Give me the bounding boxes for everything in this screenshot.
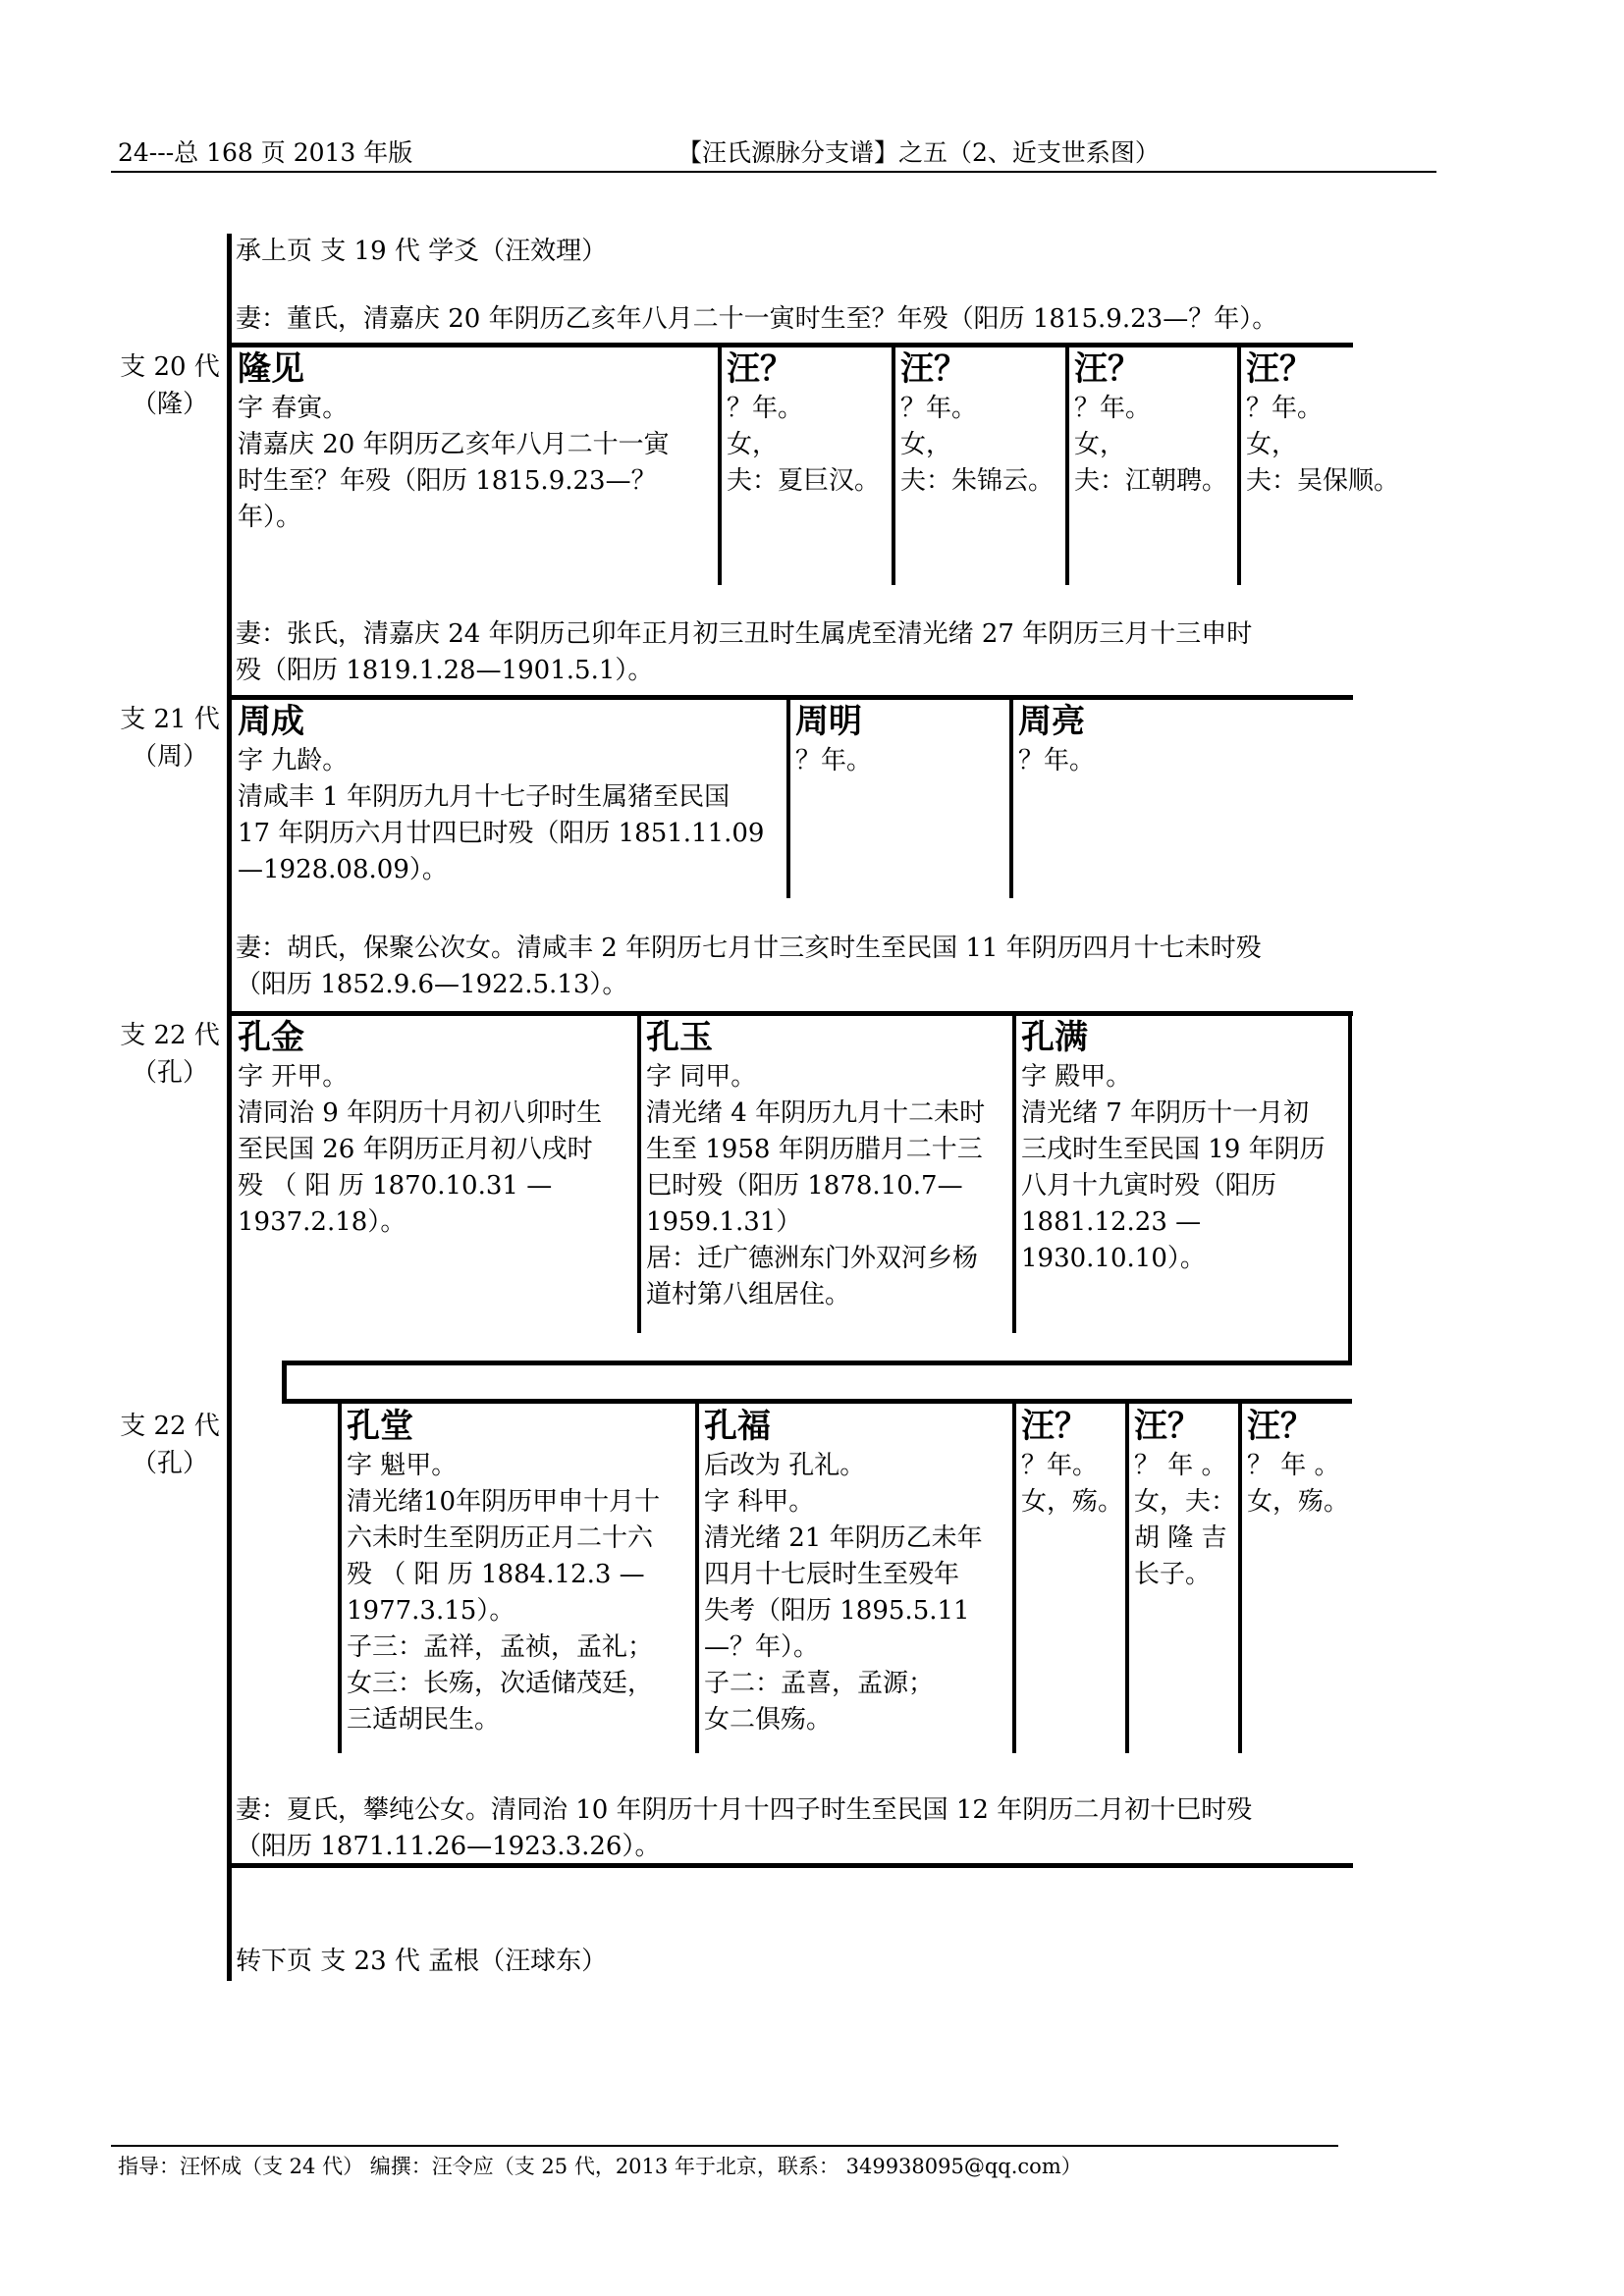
member-line: 清嘉庆 20 年阴历乙亥年八月二十一寅 xyxy=(238,430,670,459)
footer-credits: 指导：汪怀成（支 24 代） 编撰：汪令应（支 25 代，2013 年于北京，联系： 349938095@qq.com） xyxy=(118,2155,1082,2178)
generation-character: （孔） xyxy=(131,1058,208,1088)
member-line: 字 殿甲。 xyxy=(1021,1062,1132,1092)
member-name: 孔满 xyxy=(1021,1018,1088,1057)
member-line: 女， xyxy=(1074,430,1126,459)
wife-line: （阳历 1871.11.26—1923.3.26）。 xyxy=(236,1832,661,1861)
member-name: 汪？ xyxy=(1247,1407,1314,1446)
footer-rule xyxy=(111,2145,1338,2147)
member-name: 孔福 xyxy=(704,1407,771,1446)
member-line: 殁 （ 阳 历 1870.10.31 — xyxy=(238,1171,553,1201)
member-line: 子三：孟祥，孟祯，孟礼； xyxy=(347,1632,654,1662)
member-name: 汪？ xyxy=(1021,1407,1088,1446)
member-name: 汪？ xyxy=(1074,349,1141,389)
member-name: 周亮 xyxy=(1018,702,1085,741)
wife-note-gen20 xyxy=(236,301,1277,338)
member-name: 孔堂 xyxy=(347,1407,413,1446)
wife-line: 妻：董氏，清嘉庆 20 年阴历乙亥年八月二十一寅时生至？年殁（阳历 1815.9.23—？年）。 xyxy=(236,304,1278,334)
member-line: 女二俱殇。 xyxy=(704,1705,833,1735)
member-line: 清同治 9 年阴历十月初八卯时生 xyxy=(238,1098,603,1128)
member-name: 汪？ xyxy=(1134,1407,1201,1446)
wife-line: 殁（阳历 1819.1.28—1901.5.1）。 xyxy=(236,656,654,685)
member-line: ？年。 xyxy=(1021,1451,1099,1480)
generation-number: 支 21 代 xyxy=(120,705,220,734)
member-card xyxy=(1241,1405,1353,1752)
member-line: 字 九龄。 xyxy=(238,746,349,775)
generation-label-22 xyxy=(116,1017,224,1092)
member-line: 长子。 xyxy=(1134,1560,1212,1589)
member-line: 六未时生至阴历正月二十六 xyxy=(347,1523,654,1553)
member-line: 时生至？年殁（阳历 1815.9.23—？ xyxy=(238,466,657,496)
wife-note-gen22 xyxy=(236,931,1262,1003)
member-line: 夫：夏巨汉。 xyxy=(727,466,881,496)
member-name: 周明 xyxy=(795,702,862,741)
member-line: 1977.3.15）。 xyxy=(347,1596,515,1626)
member-line: ？年。 xyxy=(727,394,804,423)
member-line: 夫：朱锦云。 xyxy=(900,466,1055,496)
wife-line: 妻：夏氏，攀纯公女。清同治 10 年阴历十月十四子时生至民国 12 年阴历二月初十巳时殁 xyxy=(236,1795,1253,1825)
member-name: 孔金 xyxy=(238,1018,304,1057)
member-name: 隆见 xyxy=(238,349,304,389)
member-line: ？年。 xyxy=(1074,394,1152,423)
member-line: ？年。 xyxy=(1246,394,1324,423)
sibling-connector-box xyxy=(282,1361,1352,1404)
member-name: 周成 xyxy=(238,702,304,741)
member-line: 四月十七辰时生至殁年 xyxy=(704,1560,960,1589)
member-line: 清光绪 21 年阴历乙未年 xyxy=(704,1523,983,1553)
member-card xyxy=(1068,347,1239,585)
member-name: 汪？ xyxy=(1246,349,1313,389)
member-card xyxy=(341,1405,697,1752)
member-name: 孔玉 xyxy=(646,1018,713,1057)
generation-label-22b xyxy=(116,1408,224,1482)
page-number-label: 24---总 168 页 2013 年版 xyxy=(118,138,413,167)
member-line: 女，夫： xyxy=(1134,1487,1237,1517)
member-name: 汪？ xyxy=(900,349,967,389)
member-line: 女， xyxy=(727,430,779,459)
member-card xyxy=(232,700,788,898)
generation-label-21 xyxy=(116,701,224,775)
member-name: 汪？ xyxy=(727,349,793,389)
member-line: 字 科甲。 xyxy=(704,1487,815,1517)
wife-line: 妻：胡氏，保聚公次女。清咸丰 2 年阴历七月廿三亥时生至民国 11 年阴历四月十七未时殁 xyxy=(236,934,1262,963)
member-card xyxy=(698,1405,1014,1752)
member-line: ？年。 xyxy=(795,746,873,775)
member-card xyxy=(232,1016,639,1360)
member-card xyxy=(1015,1405,1127,1752)
member-line: 居：迁广德洲东门外双河乡杨 xyxy=(646,1244,979,1273)
generation-character: （周） xyxy=(131,742,208,772)
member-line: 17 年阴历六月廿四巳时殁（阳历 1851.11.09 xyxy=(238,819,765,848)
member-line: 女， xyxy=(1246,430,1298,459)
member-line: 女，殇。 xyxy=(1247,1487,1350,1517)
member-card xyxy=(1015,1016,1349,1360)
row-right-border xyxy=(1348,1013,1352,1364)
member-line: 清光绪 7 年阴历十一月初 xyxy=(1021,1098,1310,1128)
member-card xyxy=(640,1016,1014,1360)
member-card xyxy=(789,700,1011,898)
generation-rule-bottom xyxy=(228,1863,1353,1868)
member-line: 清光绪10年阴历甲申十月十 xyxy=(347,1487,661,1517)
member-line: 道村第八组居住。 xyxy=(646,1280,851,1309)
generation-label-20 xyxy=(116,348,224,423)
member-card xyxy=(721,347,893,585)
generation-number: 支 22 代 xyxy=(120,1412,220,1441)
member-line: 1930.10.10）。 xyxy=(1021,1244,1206,1273)
member-line: ？ 年 。 xyxy=(1247,1451,1340,1480)
generation-number: 支 22 代 xyxy=(120,1021,220,1050)
wife-note-gen21 xyxy=(236,616,1252,689)
member-line: 胡 隆 吉 xyxy=(1134,1523,1227,1553)
member-line: 夫：吴保顺。 xyxy=(1246,466,1400,496)
member-line: 后改为 孔礼。 xyxy=(704,1451,866,1480)
member-card xyxy=(894,347,1067,585)
member-line: 字 开甲。 xyxy=(238,1062,349,1092)
member-line: 清咸丰 1 年阴历九月十七子时生属猪至民国 xyxy=(238,782,731,812)
continued-to-note: 转下页 支 23 代 孟根（汪球东） xyxy=(236,1947,608,1976)
member-line: 字 魁甲。 xyxy=(347,1451,458,1480)
member-line: 女，殇。 xyxy=(1021,1487,1124,1517)
member-line: 1959.1.31） xyxy=(646,1207,802,1237)
generation-number: 支 20 代 xyxy=(120,352,220,382)
continued-from-note: 承上页 支 19 代 学爻（汪效理） xyxy=(236,237,608,266)
document-title: 【汪氏源脉分支谱】之五（2、近支世系图） xyxy=(677,138,1160,167)
member-card xyxy=(1012,700,1307,898)
member-line: 字 同甲。 xyxy=(646,1062,757,1092)
wife-line: （阳历 1852.9.6—1922.5.13）。 xyxy=(236,970,628,999)
member-line: ？年。 xyxy=(1018,746,1096,775)
member-card xyxy=(232,347,720,585)
member-card xyxy=(1128,1405,1240,1752)
generation-character: （孔） xyxy=(131,1449,208,1478)
member-line: 三戌时生至民国 19 年阴历 xyxy=(1021,1135,1326,1164)
member-line: 年）。 xyxy=(238,503,302,532)
member-line: 字 春寅。 xyxy=(238,394,349,423)
member-line: —1928.08.09）。 xyxy=(238,855,448,884)
member-line: 三适胡民生。 xyxy=(347,1705,501,1735)
wife-line: 妻：张氏，清嘉庆 24 年阴历己卯年正月初三丑时生属虎至清光绪 27 年阴历三月十三申时 xyxy=(236,619,1253,649)
member-line: 1937.2.18）。 xyxy=(238,1207,406,1237)
member-line: 八月十九寅时殁（阳历 xyxy=(1021,1171,1277,1201)
member-line: 至民国 26 年阴历正月初八戌时 xyxy=(238,1135,593,1164)
member-line: 殁 （ 阳 历 1884.12.3 — xyxy=(347,1560,645,1589)
member-line: ？年。 xyxy=(900,394,978,423)
member-line: —？年）。 xyxy=(704,1632,820,1662)
member-line: 1881.12.23 — xyxy=(1021,1207,1202,1237)
generation-character: （隆） xyxy=(131,390,208,419)
header-rule xyxy=(111,171,1436,173)
member-line: ？ 年 。 xyxy=(1134,1451,1227,1480)
member-line: 生至 1958 年阴历腊月二十三 xyxy=(646,1135,983,1164)
member-line: 夫：江朝聘。 xyxy=(1074,466,1228,496)
member-card xyxy=(1240,347,1417,585)
member-line: 失考（阳历 1895.5.11 xyxy=(704,1596,970,1626)
member-line: 子二：孟喜，孟源； xyxy=(704,1669,935,1698)
member-line: 巳时殁（阳历 1878.10.7— xyxy=(646,1171,963,1201)
member-line: 女三：长殇，次适储茂廷， xyxy=(347,1669,654,1698)
member-line: 女， xyxy=(900,430,952,459)
member-line: 清光绪 4 年阴历九月十二未时 xyxy=(646,1098,986,1128)
wife-note-gen22b xyxy=(236,1792,1252,1865)
